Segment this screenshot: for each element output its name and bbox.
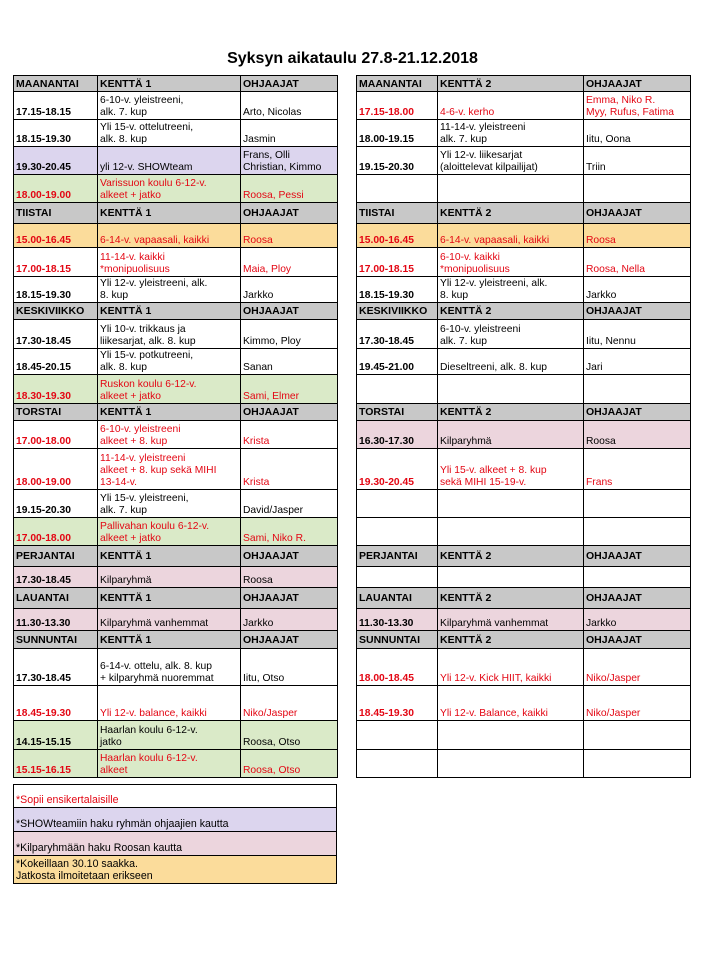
- schedule-row: [357, 449, 691, 490]
- instructor-cell: Krista: [241, 449, 338, 490]
- header-cell: KENTTÄ 2: [438, 303, 584, 320]
- note-text: *Kilparyhmään haku Roosan kautta: [14, 832, 337, 856]
- time-cell: 17.15-18.00: [357, 92, 438, 120]
- time-cell: 18.45-19.30: [357, 686, 438, 721]
- activity-cell: 6-10-v. kaikki *monipuolisuus: [438, 248, 584, 277]
- activity-cell: 11-14-v. yleistreeni alk. 7. kup: [438, 120, 584, 147]
- instructor-cell: Roosa, Otso: [241, 750, 338, 778]
- instructor-cell: Roosa, Pessi: [241, 175, 338, 203]
- activity-cell: Yli 12-v. Kick HIIT, kaikki: [438, 649, 584, 686]
- time-cell: [357, 518, 438, 546]
- time-cell: [357, 721, 438, 750]
- header-cell: KENTTÄ 1: [98, 303, 241, 320]
- activity-cell: 6-10-v. yleistreeni alkeet + 8. kup: [98, 421, 241, 449]
- header-cell: KENTTÄ 1: [98, 404, 241, 421]
- header-cell: OHJAAJAT: [241, 546, 338, 567]
- activity-cell: Haarlan koulu 6-12-v. alkeet: [98, 750, 241, 778]
- schedule-row: [357, 421, 691, 449]
- activity-cell: Ruskon koulu 6-12-v. alkeet + jatko: [98, 375, 241, 404]
- schedule-row: [14, 490, 338, 518]
- header-cell: KENTTÄ 1: [98, 546, 241, 567]
- time-cell: 17.30-18.45: [14, 320, 98, 349]
- instructor-cell: Roosa: [241, 567, 338, 588]
- instructor-cell: Frans, Olli Christian, Kimmo: [241, 147, 338, 175]
- instructor-cell: Roosa, Nella: [584, 248, 691, 277]
- header-cell: KENTTÄ 2: [438, 588, 584, 609]
- activity-cell: Kilparyhmä: [438, 421, 584, 449]
- schedule-row: [14, 421, 338, 449]
- instructor-cell: [584, 721, 691, 750]
- activity-cell: [438, 490, 584, 518]
- page-title: Syksyn aikataulu 27.8-21.12.2018: [227, 50, 478, 67]
- schedule-row: [357, 120, 691, 147]
- schedule-row: [14, 567, 338, 588]
- header-cell: OHJAAJAT: [241, 404, 338, 421]
- schedule-row: [14, 518, 338, 546]
- note-row: [14, 808, 337, 832]
- note-row: [14, 856, 337, 884]
- schedule-row: [14, 147, 338, 175]
- day-header-row: [14, 404, 338, 421]
- activity-cell: Varissuon koulu 6-12-v. alkeet + jatko: [98, 175, 241, 203]
- header-cell: KENTTÄ 1: [98, 631, 241, 649]
- header-cell: TORSTAI: [14, 404, 98, 421]
- instructor-cell: Kimmo, Ploy: [241, 320, 338, 349]
- header-cell: LAUANTAI: [14, 588, 98, 609]
- instructor-cell: Niko/Jasper: [584, 649, 691, 686]
- header-cell: OHJAAJAT: [584, 588, 691, 609]
- time-cell: [357, 375, 438, 404]
- note-row: [14, 832, 337, 856]
- time-cell: 18.00-18.45: [357, 649, 438, 686]
- instructor-cell: Frans: [584, 449, 691, 490]
- activity-cell: 6-10-v. yleistreeni, alk. 7. kup: [98, 92, 241, 120]
- instructor-cell: Jasmin: [241, 120, 338, 147]
- instructor-cell: Roosa, Otso: [241, 721, 338, 750]
- empty-row: [357, 375, 691, 404]
- schedule-row: [14, 375, 338, 404]
- header-cell: OHJAAJAT: [241, 588, 338, 609]
- header-cell: OHJAAJAT: [584, 303, 691, 320]
- activity-cell: 6-14-v. ottelu, alk. 8. kup + kilparyhmä nuoremmat: [98, 649, 241, 686]
- day-header-row: [14, 546, 338, 567]
- time-cell: 11.30-13.30: [357, 609, 438, 631]
- header-cell: KESKIVIIKKO: [14, 303, 98, 320]
- time-cell: 17.00-18.15: [357, 248, 438, 277]
- schedule-row: [14, 349, 338, 375]
- activity-cell: Yli 12-v. balance, kaikki: [98, 686, 241, 721]
- header-cell: MAANANTAI: [14, 76, 98, 92]
- schedule-row: [14, 120, 338, 147]
- instructor-cell: [584, 490, 691, 518]
- time-cell: 18.30-19.30: [14, 375, 98, 404]
- activity-cell: Yli 12-v. yleistreeni, alk. 8. kup: [438, 277, 584, 303]
- activity-cell: 11-14-v. yleistreeni alkeet + 8. kup sekä MIHI 13-14-v.: [98, 449, 241, 490]
- schedule-row: [357, 649, 691, 686]
- time-cell: 19.30-20.45: [357, 449, 438, 490]
- time-cell: 18.15-19.30: [14, 277, 98, 303]
- instructor-cell: [584, 567, 691, 588]
- instructor-cell: Iitu, Nennu: [584, 320, 691, 349]
- activity-cell: 6-14-v. vapaasali, kaikki: [438, 224, 584, 248]
- activity-cell: 11-14-v. kaikki *monipuolisuus: [98, 248, 241, 277]
- header-cell: KENTTÄ 2: [438, 404, 584, 421]
- activity-cell: [438, 375, 584, 404]
- instructor-cell: [584, 175, 691, 203]
- header-cell: OHJAAJAT: [584, 203, 691, 224]
- header-cell: OHJAAJAT: [584, 404, 691, 421]
- time-cell: 18.00-19.15: [357, 120, 438, 147]
- day-header-row: [14, 76, 338, 92]
- day-header-row: [357, 303, 691, 320]
- header-cell: KENTTÄ 1: [98, 76, 241, 92]
- schedule-row: [14, 686, 338, 721]
- instructor-cell: Sami, Elmer: [241, 375, 338, 404]
- time-cell: 14.15-15.15: [14, 721, 98, 750]
- activity-cell: Yli 12-v. Balance, kaikki: [438, 686, 584, 721]
- activity-cell: Dieseltreeni, alk. 8. kup: [438, 349, 584, 375]
- header-cell: OHJAAJAT: [241, 203, 338, 224]
- time-cell: 17.00-18.00: [14, 421, 98, 449]
- schedule-row: [14, 248, 338, 277]
- instructor-cell: Roosa: [241, 224, 338, 248]
- day-header-row: [14, 303, 338, 320]
- empty-row: [357, 567, 691, 588]
- time-cell: 18.15-19.30: [357, 277, 438, 303]
- empty-row: [357, 721, 691, 750]
- time-cell: 15.15-16.15: [14, 750, 98, 778]
- schedule-row: [14, 320, 338, 349]
- day-header-row: [14, 588, 338, 609]
- day-header-row: [14, 203, 338, 224]
- time-cell: 15.00-16.45: [14, 224, 98, 248]
- schedule-row: [357, 277, 691, 303]
- instructor-cell: Iitu, Otso: [241, 649, 338, 686]
- activity-cell: [438, 750, 584, 778]
- instructor-cell: Arto, Nicolas: [241, 92, 338, 120]
- instructor-cell: Triin: [584, 147, 691, 175]
- header-cell: KENTTÄ 2: [438, 546, 584, 567]
- day-header-row: [357, 404, 691, 421]
- header-cell: KENTTÄ 1: [98, 203, 241, 224]
- header-cell: KENTTÄ 2: [438, 203, 584, 224]
- instructor-cell: Roosa: [584, 421, 691, 449]
- instructor-cell: Sanan: [241, 349, 338, 375]
- activity-cell: Yli 12-v. liikesarjat (aloittelevat kilpailijat): [438, 147, 584, 175]
- instructor-cell: David/Jasper: [241, 490, 338, 518]
- time-cell: 15.00-16.45: [357, 224, 438, 248]
- schedule-row: [14, 277, 338, 303]
- schedule-row: [14, 649, 338, 686]
- header-cell: TORSTAI: [357, 404, 438, 421]
- header-cell: SUNNUNTAI: [14, 631, 98, 649]
- schedule-row: [14, 609, 338, 631]
- instructor-cell: Jarkko: [584, 609, 691, 631]
- header-cell: OHJAAJAT: [241, 631, 338, 649]
- header-cell: TIISTAI: [14, 203, 98, 224]
- time-cell: 17.15-18.15: [14, 92, 98, 120]
- activity-cell: 6-10-v. yleistreeni alk. 7. kup: [438, 320, 584, 349]
- time-cell: 17.30-18.45: [14, 649, 98, 686]
- time-cell: 18.45-20.15: [14, 349, 98, 375]
- activity-cell: Kilparyhmä vanhemmat: [98, 609, 241, 631]
- instructor-cell: Emma, Niko R. Myy, Rufus, Fatima: [584, 92, 691, 120]
- time-cell: 17.30-18.45: [14, 567, 98, 588]
- activity-cell: Yli 15-v. ottelutreeni, alk. 8. kup: [98, 120, 241, 147]
- schedule-table-kentta-2: [356, 75, 691, 778]
- time-cell: [357, 175, 438, 203]
- header-cell: OHJAAJAT: [584, 546, 691, 567]
- activity-cell: Kilparyhmä: [98, 567, 241, 588]
- activity-cell: Kilparyhmä vanhemmat: [438, 609, 584, 631]
- schedule-row: [357, 349, 691, 375]
- day-header-row: [357, 76, 691, 92]
- instructor-cell: Jarkko: [241, 609, 338, 631]
- instructor-cell: Jarkko: [584, 277, 691, 303]
- activity-cell: [438, 518, 584, 546]
- instructor-cell: Maia, Ploy: [241, 248, 338, 277]
- time-cell: [357, 750, 438, 778]
- activity-cell: [438, 721, 584, 750]
- schedule-row: [14, 721, 338, 750]
- note-text: *Kokeillaan 30.10 saakka. Jatkosta ilmoitetaan erikseen: [14, 856, 337, 884]
- time-cell: 17.00-18.15: [14, 248, 98, 277]
- time-cell: 18.00-19.00: [14, 175, 98, 203]
- schedule-row: [14, 92, 338, 120]
- instructor-cell: Roosa: [584, 224, 691, 248]
- instructor-cell: [584, 375, 691, 404]
- activity-cell: Haarlan koulu 6-12-v. jatko: [98, 721, 241, 750]
- notes-table: [13, 784, 337, 884]
- empty-row: [357, 518, 691, 546]
- day-header-row: [357, 631, 691, 649]
- header-cell: LAUANTAI: [357, 588, 438, 609]
- note-text: *SHOWteamiin haku ryhmän ohjaajien kautta: [14, 808, 337, 832]
- time-cell: 16.30-17.30: [357, 421, 438, 449]
- schedule-row: [14, 175, 338, 203]
- instructor-cell: Iitu, Oona: [584, 120, 691, 147]
- activity-cell: Yli 12-v. yleistreeni, alk. 8. kup: [98, 277, 241, 303]
- header-cell: PERJANTAI: [357, 546, 438, 567]
- header-cell: SUNNUNTAI: [357, 631, 438, 649]
- activity-cell: Yli 15-v. potkutreeni, alk. 8. kup: [98, 349, 241, 375]
- time-cell: 19.30-20.45: [14, 147, 98, 175]
- schedule-row: [14, 224, 338, 248]
- header-cell: KENTTÄ 1: [98, 588, 241, 609]
- schedule-row: [14, 750, 338, 778]
- empty-row: [357, 175, 691, 203]
- note-text: *Sopii ensikertalaisille: [14, 785, 337, 808]
- instructor-cell: [584, 518, 691, 546]
- instructor-cell: Niko/Jasper: [241, 686, 338, 721]
- activity-cell: Yli 15-v. alkeet + 8. kup sekä MIHI 15-19-v.: [438, 449, 584, 490]
- empty-row: [357, 750, 691, 778]
- schedule-row: [357, 686, 691, 721]
- instructor-cell: [584, 750, 691, 778]
- instructor-cell: Krista: [241, 421, 338, 449]
- header-cell: OHJAAJAT: [241, 76, 338, 92]
- day-header-row: [357, 203, 691, 224]
- day-header-row: [357, 588, 691, 609]
- time-cell: 11.30-13.30: [14, 609, 98, 631]
- activity-cell: Yli 10-v. trikkaus ja liikesarjat, alk. 8. kup: [98, 320, 241, 349]
- time-cell: 18.00-19.00: [14, 449, 98, 490]
- schedule-table-kentta-1: [13, 75, 338, 778]
- header-cell: KENTTÄ 2: [438, 631, 584, 649]
- header-cell: OHJAAJAT: [584, 631, 691, 649]
- schedule-row: [357, 224, 691, 248]
- activity-cell: [438, 567, 584, 588]
- header-cell: KESKIVIIKKO: [357, 303, 438, 320]
- time-cell: 18.15-19.30: [14, 120, 98, 147]
- schedule-row: [14, 449, 338, 490]
- empty-row: [357, 490, 691, 518]
- day-header-row: [14, 631, 338, 649]
- time-cell: 19.15-20.30: [357, 147, 438, 175]
- activity-cell: [438, 175, 584, 203]
- time-cell: 17.30-18.45: [357, 320, 438, 349]
- time-cell: [357, 567, 438, 588]
- activity-cell: 6-14-v. vapaasali, kaikki: [98, 224, 241, 248]
- note-row: [14, 785, 337, 808]
- header-cell: OHJAAJAT: [584, 76, 691, 92]
- activity-cell: yli 12-v. SHOWteam: [98, 147, 241, 175]
- instructor-cell: Jari: [584, 349, 691, 375]
- time-cell: 17.00-18.00: [14, 518, 98, 546]
- header-cell: OHJAAJAT: [241, 303, 338, 320]
- instructor-cell: Jarkko: [241, 277, 338, 303]
- activity-cell: Yli 15-v. yleistreeni, alk. 7. kup: [98, 490, 241, 518]
- schedule-row: [357, 609, 691, 631]
- header-cell: KENTTÄ 2: [438, 76, 584, 92]
- activity-cell: Pallivahan koulu 6-12-v. alkeet + jatko: [98, 518, 241, 546]
- schedule-row: [357, 147, 691, 175]
- header-cell: PERJANTAI: [14, 546, 98, 567]
- time-cell: 18.45-19.30: [14, 686, 98, 721]
- time-cell: 19.15-20.30: [14, 490, 98, 518]
- day-header-row: [357, 546, 691, 567]
- instructor-cell: Sami, Niko R.: [241, 518, 338, 546]
- time-cell: [357, 490, 438, 518]
- instructor-cell: Niko/Jasper: [584, 686, 691, 721]
- time-cell: 19.45-21.00: [357, 349, 438, 375]
- schedule-row: [357, 248, 691, 277]
- header-cell: MAANANTAI: [357, 76, 438, 92]
- header-cell: TIISTAI: [357, 203, 438, 224]
- schedule-row: [357, 92, 691, 120]
- schedule-row: [357, 320, 691, 349]
- activity-cell: 4-6-v. kerho: [438, 92, 584, 120]
